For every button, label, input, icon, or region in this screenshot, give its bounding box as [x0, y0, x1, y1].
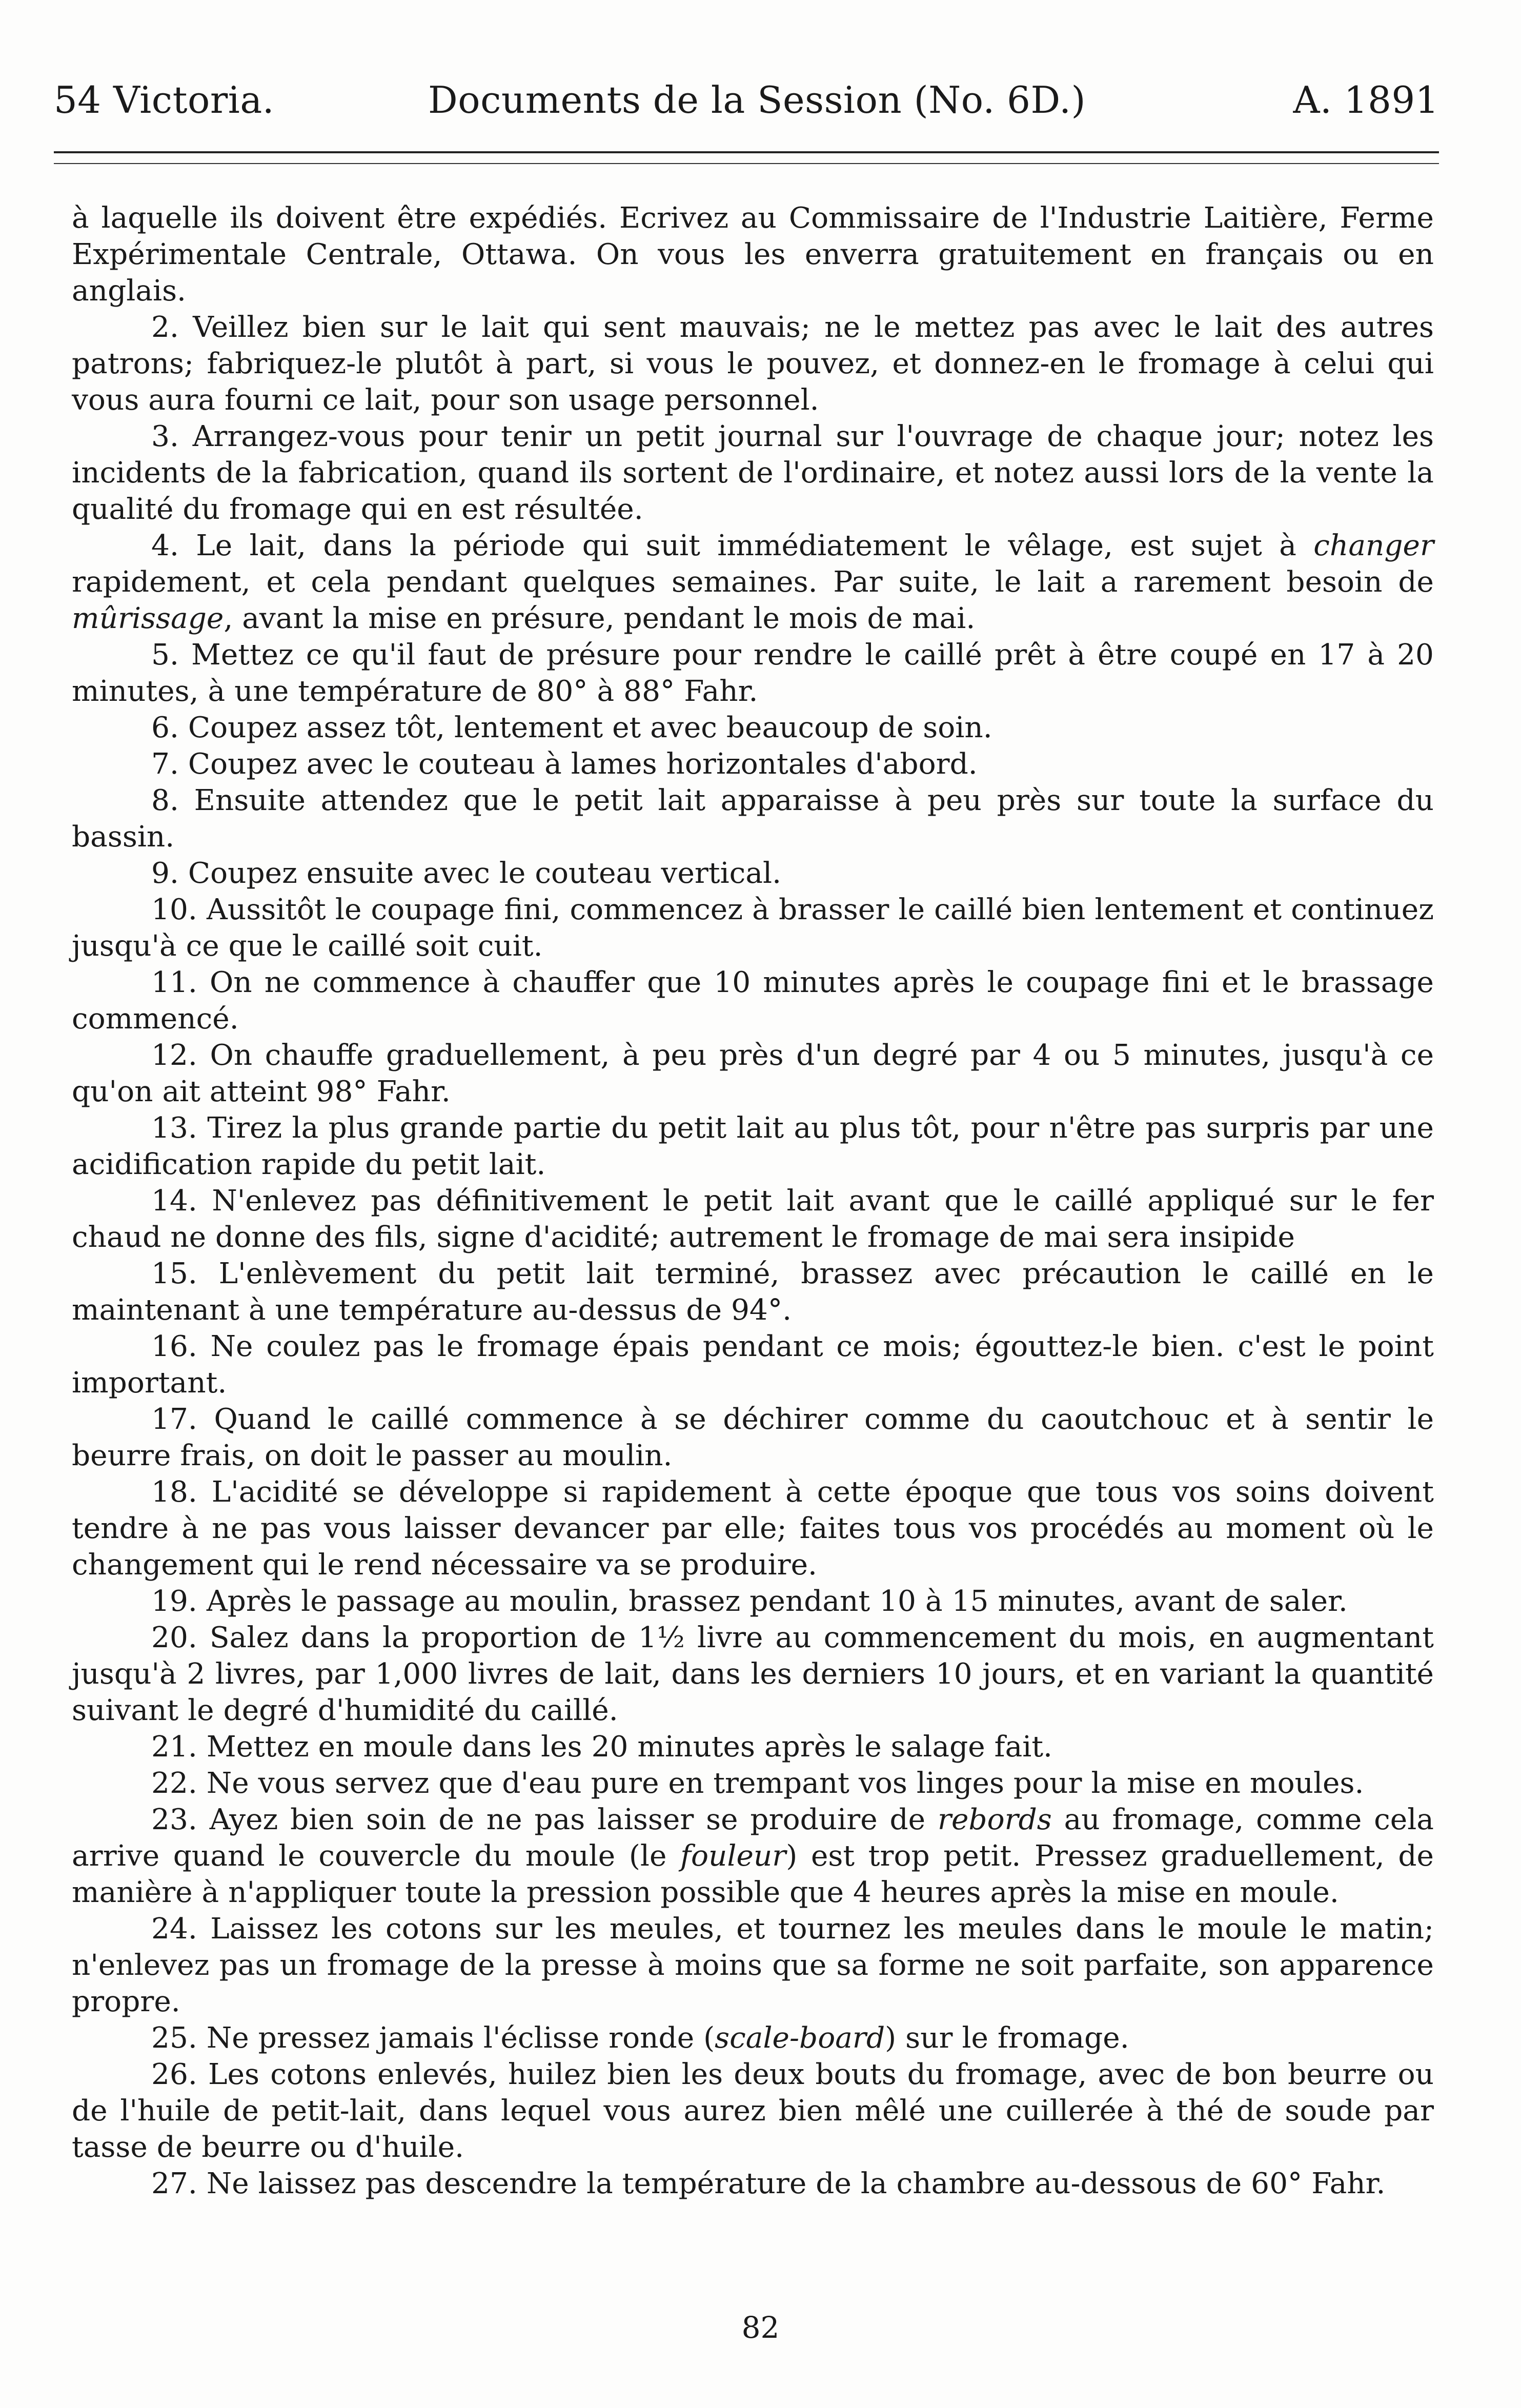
- paragraph-item-7: 7. Coupez avec le couteau à lames horizontales d'abord.: [151, 747, 978, 781]
- paragraph-item-4-emphasis-changer: changer: [1313, 529, 1434, 562]
- paragraph-item-25-part-b: ) sur le fromage.: [885, 2021, 1129, 2055]
- paragraph-item-27: 27. Ne laissez pas descendre la température de la chambre au-dessous de 60° Fahr.: [151, 2167, 1386, 2200]
- paragraph-item-17: 17. Quand le caillé commence à se déchirer comme du caoutchouc et à sentir le beurre frais, on doit le passer au moulin.: [72, 1403, 1434, 1472]
- paragraph-item-9: 9. Coupez ensuite avec le couteau vertical.: [151, 857, 782, 890]
- paragraph-item-23-part-b: au fromage, comme cela arrive quand le couvercle du moule (le: [72, 1803, 1434, 1873]
- paragraph-item-25-part-a: 25. Ne pressez jamais l'éclisse ronde (: [151, 2021, 715, 2055]
- paragraph-item-21: 21. Mettez en moule dans les 20 minutes après le salage fait.: [151, 1730, 1052, 1764]
- paragraph-item-4-emphasis-murissage: mûrissage: [72, 602, 224, 635]
- paragraph-item-25-emphasis-scale-board: scale-board: [715, 2021, 885, 2055]
- paragraph-item-25: [72, 2020, 1434, 2056]
- paragraph-item-23-emphasis-rebords: rebords: [937, 1803, 1052, 1836]
- paragraph-item-4-part-b: rapidement, et cela pendant quelques semaines. Par suite, le lait a rarement besoin de: [72, 565, 1434, 599]
- paragraph-item-15: 15. L'enlèvement du petit lait terminé, brassez avec précaution le caillé en le maintenant à une température au-dessus de 94°.: [72, 1257, 1434, 1327]
- paragraph-item-4-part-a: 4. Le lait, dans la période qui suit immédiatement le vêlage, est sujet à: [151, 529, 1314, 562]
- paragraph-item-18: 18. L'acidité se développe si rapidement à cette époque que tous vos soins doivent tendre à ne pas vous laisser devancer par elle; faites tous vos procédés au moment où le changement qui le rend nécessaire va se produire.: [72, 1475, 1434, 1582]
- paragraph-item-5: 5. Mettez ce qu'il faut de présure pour rendre le caillé prêt à être coupé en 17 à 20 minutes, à une température de 80° à 88° Fahr.: [72, 638, 1434, 708]
- paragraph-item-6: 6. Coupez assez tôt, lentement et avec beaucoup de soin.: [151, 711, 992, 744]
- header-document-title: Documents de la Session (No. 6D.): [428, 78, 1086, 122]
- paragraph-item-23: [72, 1802, 1434, 1911]
- paragraph-item-20: 20. Salez dans la proportion de 1½ livre au commencement du mois, en augmentant jusqu'à 2 livres, par 1,000 livres de lait, dans les derniers 10 jours, et en variant la quantité suivant le degré d'humidité du caillé.: [72, 1621, 1434, 1727]
- paragraph-item-23-part-a: 23. Ayez bien soin de ne pas laisser se produire de: [151, 1803, 938, 1836]
- paragraph-item-19: 19. Après le passage au moulin, brassez pendant 10 à 15 minutes, avant de saler.: [151, 1585, 1348, 1618]
- running-header: [54, 72, 1439, 128]
- paragraph-item-16: 16. Ne coulez pas le fromage épais pendant ce mois; égouttez-le bien. c'est le point important.: [72, 1330, 1434, 1400]
- paragraph-item-2: 2. Veillez bien sur le lait qui sent mauvais; ne le mettez pas avec le lait des autres patrons; fabriquez-le plutôt à part, si vous le pouvez, et donnez-en le fromage à celui qui vous aura fourni ce lait, pour son usage personnel.: [72, 311, 1434, 417]
- header-rule-thick: [54, 151, 1439, 153]
- paragraph-item-24: 24. Laissez les cotons sur les meules, et tournez les meules dans le moule le matin; n'enlevez pas un fromage de la presse à moins que sa forme ne soit parfaite, son apparence propre.: [72, 1912, 1434, 2018]
- paragraph-item-22: 22. Ne vous servez que d'eau pure en trempant vos linges pour la mise en moules.: [151, 1767, 1364, 1800]
- paragraph-item-3: 3. Arrangez-vous pour tenir un petit journal sur l'ouvrage de chaque jour; notez les incidents de la fabrication, quand ils sortent de l'ordinaire, et notez aussi lors de la vente la qualité du fromage qui en est résultée.: [72, 420, 1434, 526]
- paragraph-item-12: 12. On chauffe graduellement, à peu près d'un degré par 4 ou 5 minutes, jusqu'à ce qu'on ait atteint 98° Fahr.: [72, 1039, 1434, 1108]
- header-regnal-year: 54 Victoria.: [54, 78, 275, 122]
- paragraph-item-8: 8. Ensuite attendez que le petit lait apparaisse à peu près sur toute la surface du bassin.: [72, 784, 1434, 854]
- paragraph-item-14: 14. N'enlevez pas définitivement le petit lait avant que le caillé appliqué sur le fer chaud ne donne des fils, signe d'acidité; autrement le fromage de mai sera insipide: [72, 1184, 1434, 1254]
- paragraph-item-4: [72, 528, 1434, 637]
- paragraph-item-13: 13. Tirez la plus grande partie du petit lait au plus tôt, pour n'être pas surpris par une acidification rapide du petit lait.: [72, 1111, 1434, 1181]
- paragraph-item-11: 11. On ne commence à chauffer que 10 minutes après le coupage fini et le brassage commencé.: [72, 966, 1434, 1036]
- paragraph-continuation: à laquelle ils doivent être expédiés. Ecrivez au Commissaire de l'Industrie Laitière, Ferme Expérimentale Centrale, Ottawa. On vous les enverra gratuitement en français ou en anglais.: [72, 201, 1434, 308]
- header-year: A. 1891: [1293, 78, 1439, 122]
- page-number: 82: [741, 2310, 780, 2345]
- body-text: [72, 200, 1434, 2202]
- header-rule-thin: [54, 163, 1439, 164]
- paragraph-item-26: 26. Les cotons enlevés, huilez bien les deux bouts du fromage, avec de bon beurre ou de l'huile de petit-lait, dans lequel vous aurez bien mêlé une cuillerée à thé de soude par tasse de beurre ou d'huile.: [72, 2058, 1434, 2164]
- paragraph-item-10: 10. Aussitôt le coupage fini, commencez à brasser le caillé bien lentement et continuez jusqu'à ce que le caillé soit cuit.: [72, 893, 1434, 963]
- paragraph-item-4-part-c: , avant la mise en présure, pendant le mois de mai.: [224, 602, 976, 635]
- paragraph-item-23-part-c: ) est trop petit. Pressez graduellement, de manière à n'appliquer toute la pression possible que 4 heures après la mise en moule.: [72, 1839, 1434, 1909]
- paragraph-item-23-emphasis-fouleur: fouleur: [680, 1839, 786, 1873]
